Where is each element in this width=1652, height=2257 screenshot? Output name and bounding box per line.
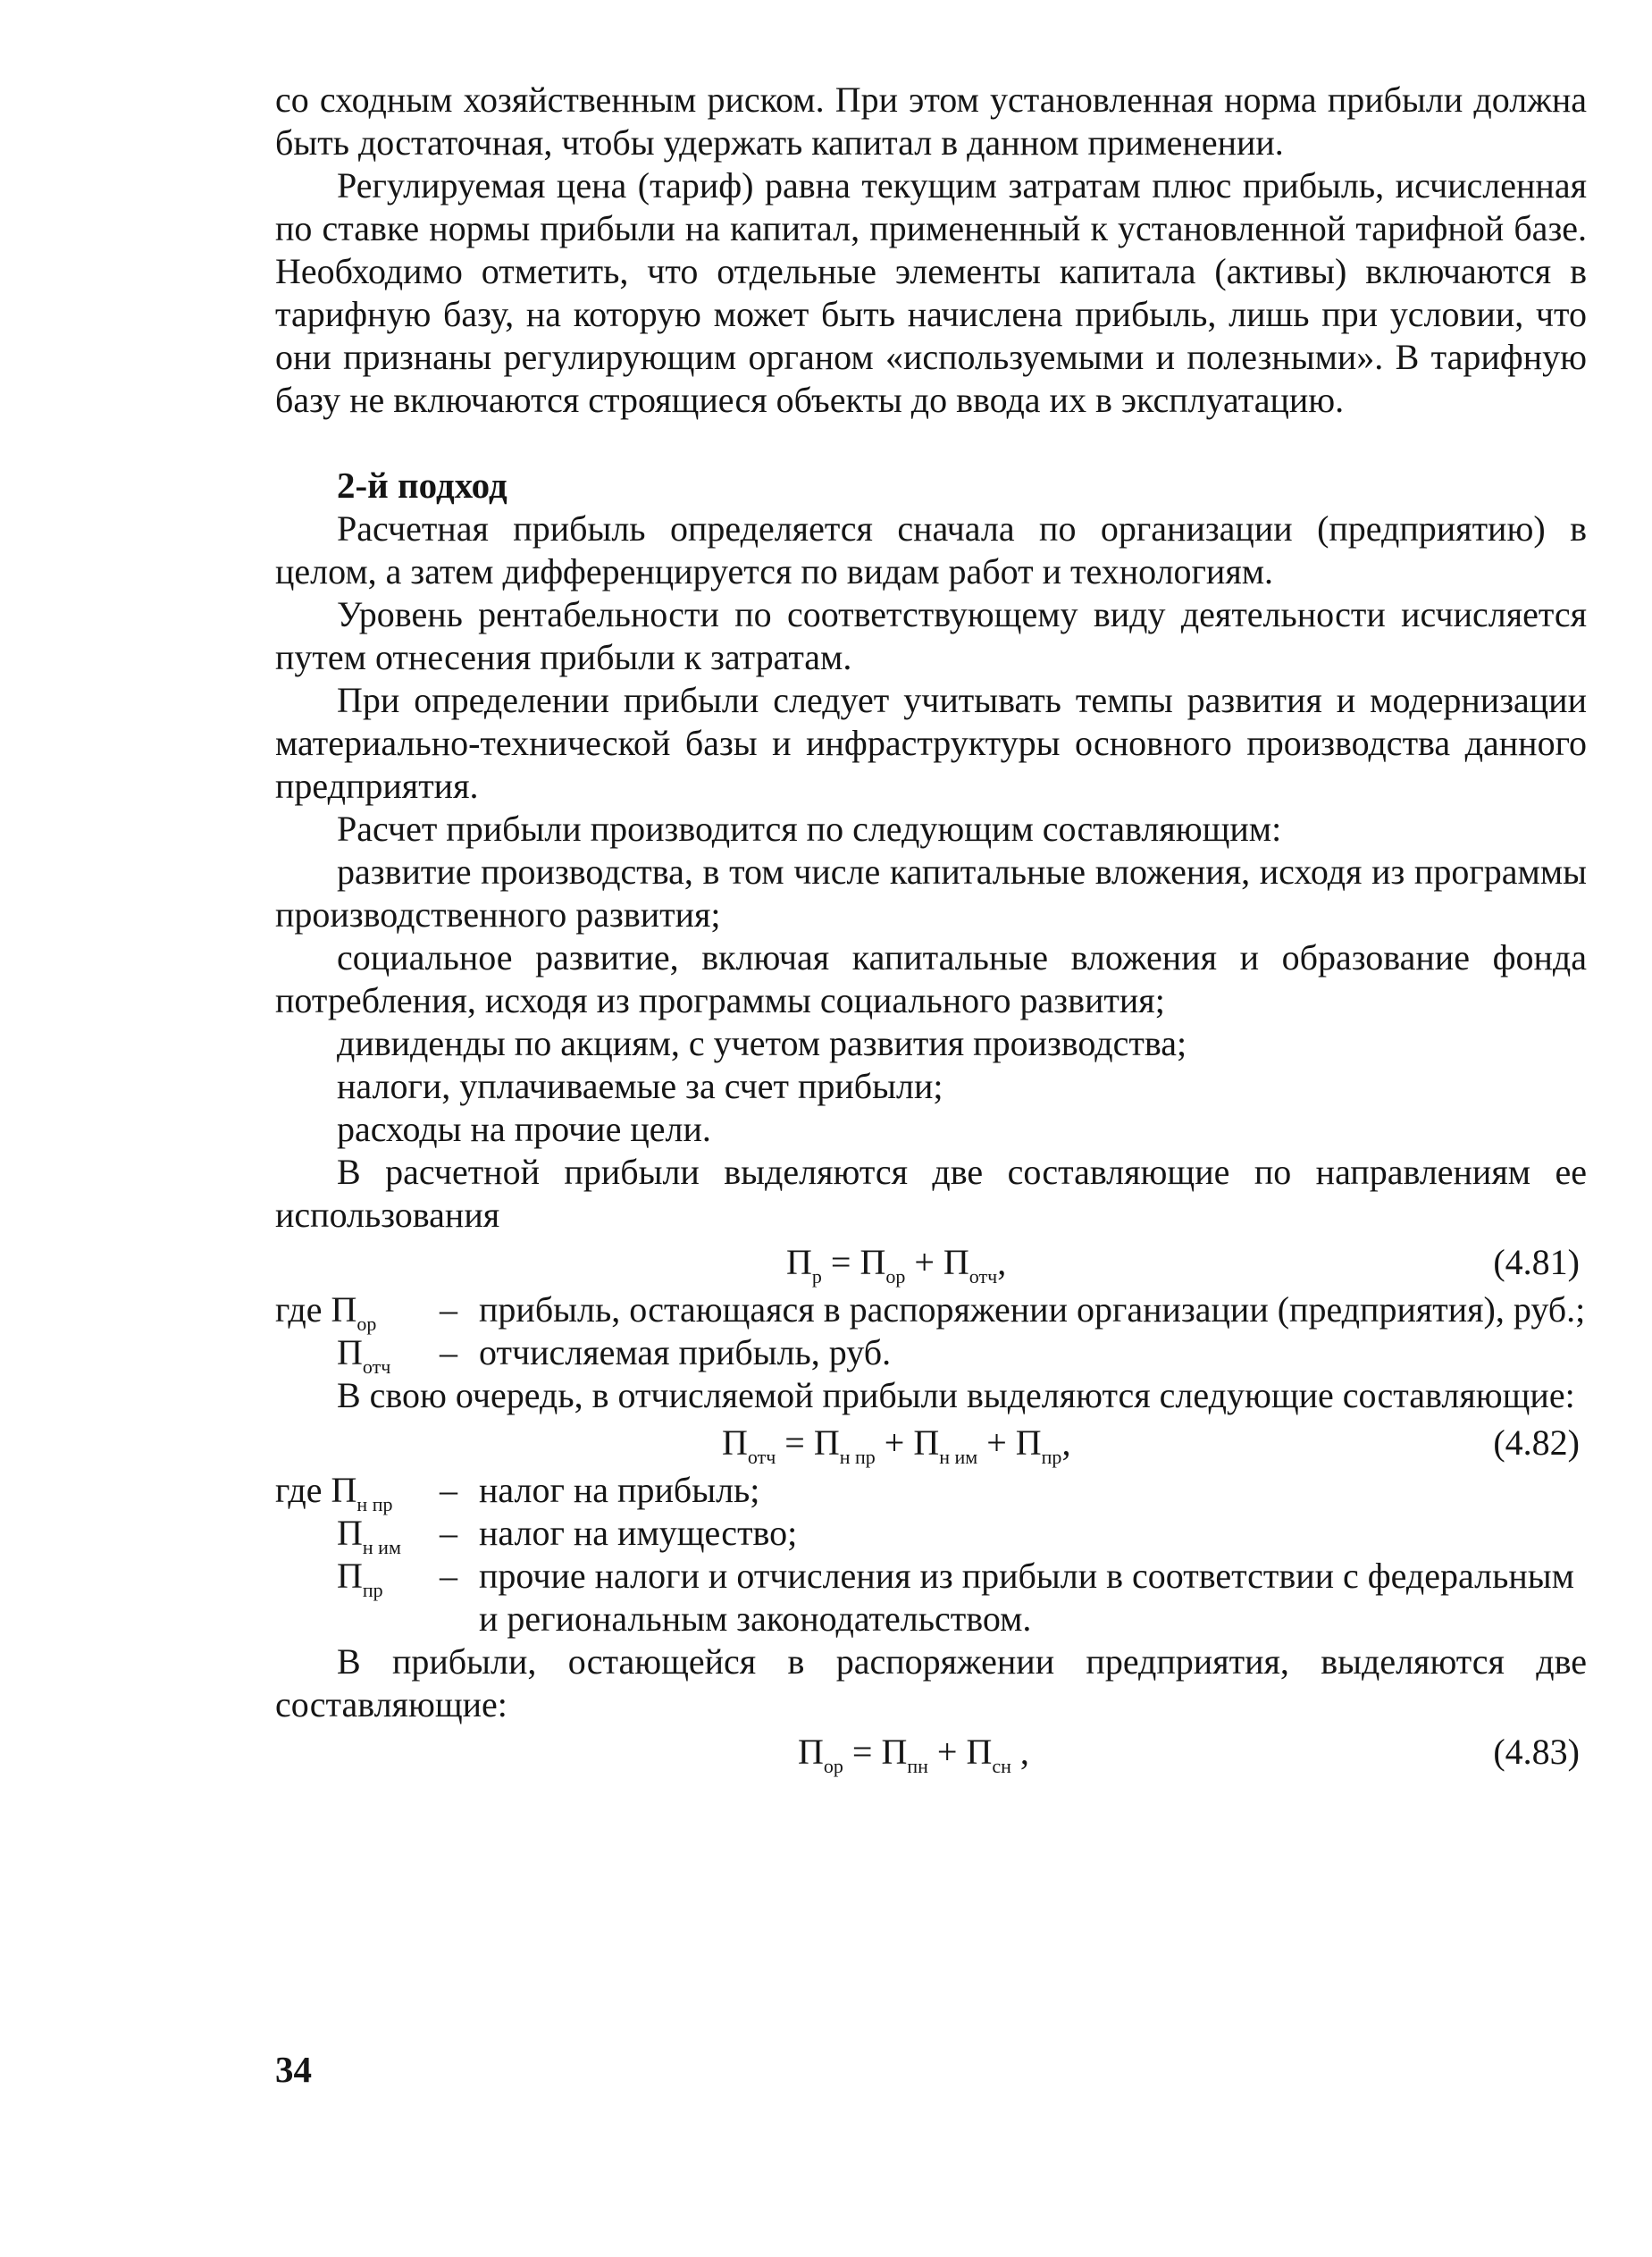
symbol-description: прибыль, остающаяся в распоряжении организации (предприятия), руб.;	[479, 1289, 1586, 1330]
paragraph: Расчетная прибыль определяется сначала по организации (предприятию) в целом, а затем дифференцируется по видам работ и технологиям.	[275, 508, 1587, 592]
symbol-description: налог на имущество;	[479, 1513, 798, 1553]
formula-expression: $П_{отч} = П_{н пр} + П_{н им} + П_{пр}$,	[722, 1422, 1071, 1468]
list-item: развитие производства, в том числе капитальные вложения, исходя из программы производственного развития;	[275, 852, 1587, 935]
formula-expression: $П_р = П_{ор} + П_{отч}$,	[786, 1242, 1007, 1288]
formula-4-82	[275, 1417, 1587, 1469]
formula-4-81	[275, 1237, 1587, 1288]
dash: –	[440, 1332, 457, 1372]
symbol: $П_{пр}$	[337, 1556, 383, 1601]
paragraph: Расчет прибыли производится по следующим составляющим:	[337, 809, 1282, 849]
where-list-4-82	[275, 1469, 1587, 1640]
symbol-description: отчисляемая прибыль, руб.	[479, 1332, 892, 1372]
paragraph: со сходным хозяйственным риском. При этом установленная норма прибыли должна быть достаточная, чтобы удержать капитал в данном применении.	[275, 80, 1587, 163]
formula-number: (4.81)	[1493, 1242, 1580, 1282]
symbol: $П_{отч}$	[337, 1332, 391, 1378]
where-list-4-81	[275, 1288, 1587, 1378]
symbol-description: прочие налоги и отчисления из прибыли в соответствии с федеральным и региональным законодательством.	[479, 1556, 1574, 1639]
section-heading: 2-й подход	[337, 465, 507, 506]
paragraph: При определении прибыли следует учитывать темпы развития и модернизации материально-технической базы и инфраструктуры основного производства данного предприятия.	[275, 680, 1587, 806]
dash: –	[440, 1470, 457, 1510]
list-item: расходы на прочие цели.	[337, 1109, 711, 1149]
formula-expression: $П_{ор} = П_{пн} + П_{сн}$ ,	[798, 1732, 1029, 1777]
list-item: дивиденды по акциям, с учетом развития производства;	[337, 1023, 1187, 1063]
dash: –	[440, 1289, 457, 1330]
page-number: 34	[275, 2049, 312, 2090]
paragraph: В свою очередь, в отчисляемой прибыли выделяются следующие составляющие:	[337, 1375, 1575, 1415]
document-page	[275, 79, 1587, 1778]
formula-number: (4.83)	[1493, 1732, 1580, 1772]
dash: –	[440, 1556, 457, 1596]
paragraph: Регулируемая цена (тариф) равна текущим затратам плюс прибыль, исчисленная по ставке нормы прибыли на капитал, примененный к установленной тарифной базе. Необходимо отметить, что отдельные элементы капитала (активы) включаются в тарифную базу, на которую может быть начислена прибыль, лишь при условии, что они признаны регулирующим органом «используемыми и полезными». В тарифную базу не включаются строящиеся объекты до ввода их в эксплуатацию.	[275, 165, 1587, 420]
paragraph: В расчетной прибыли выделяются две составляющие по направлениям ее использования	[275, 1152, 1587, 1235]
formula-4-83	[275, 1726, 1587, 1778]
list-item: налоги, уплачиваемые за счет прибыли;	[337, 1066, 943, 1106]
dash: –	[440, 1513, 457, 1553]
symbol: где $П_{н пр}$	[275, 1470, 393, 1515]
paragraph: В прибыли, остающейся в распоряжении предприятия, выделяются две составляющие:	[275, 1641, 1587, 1724]
symbol: где $П_{ор}$	[275, 1289, 377, 1335]
paragraph: Уровень рентабельности по соответствующему виду деятельности исчисляется путем отнесения прибыли к затратам.	[275, 594, 1587, 677]
formula-number: (4.82)	[1493, 1422, 1580, 1463]
symbol-description: налог на прибыль;	[479, 1470, 760, 1510]
list-item: социальное развитие, включая капитальные вложения и образование фонда потребления, исходя из программы социального развития;	[275, 937, 1587, 1020]
symbol: $П_{н им}$	[337, 1513, 401, 1558]
